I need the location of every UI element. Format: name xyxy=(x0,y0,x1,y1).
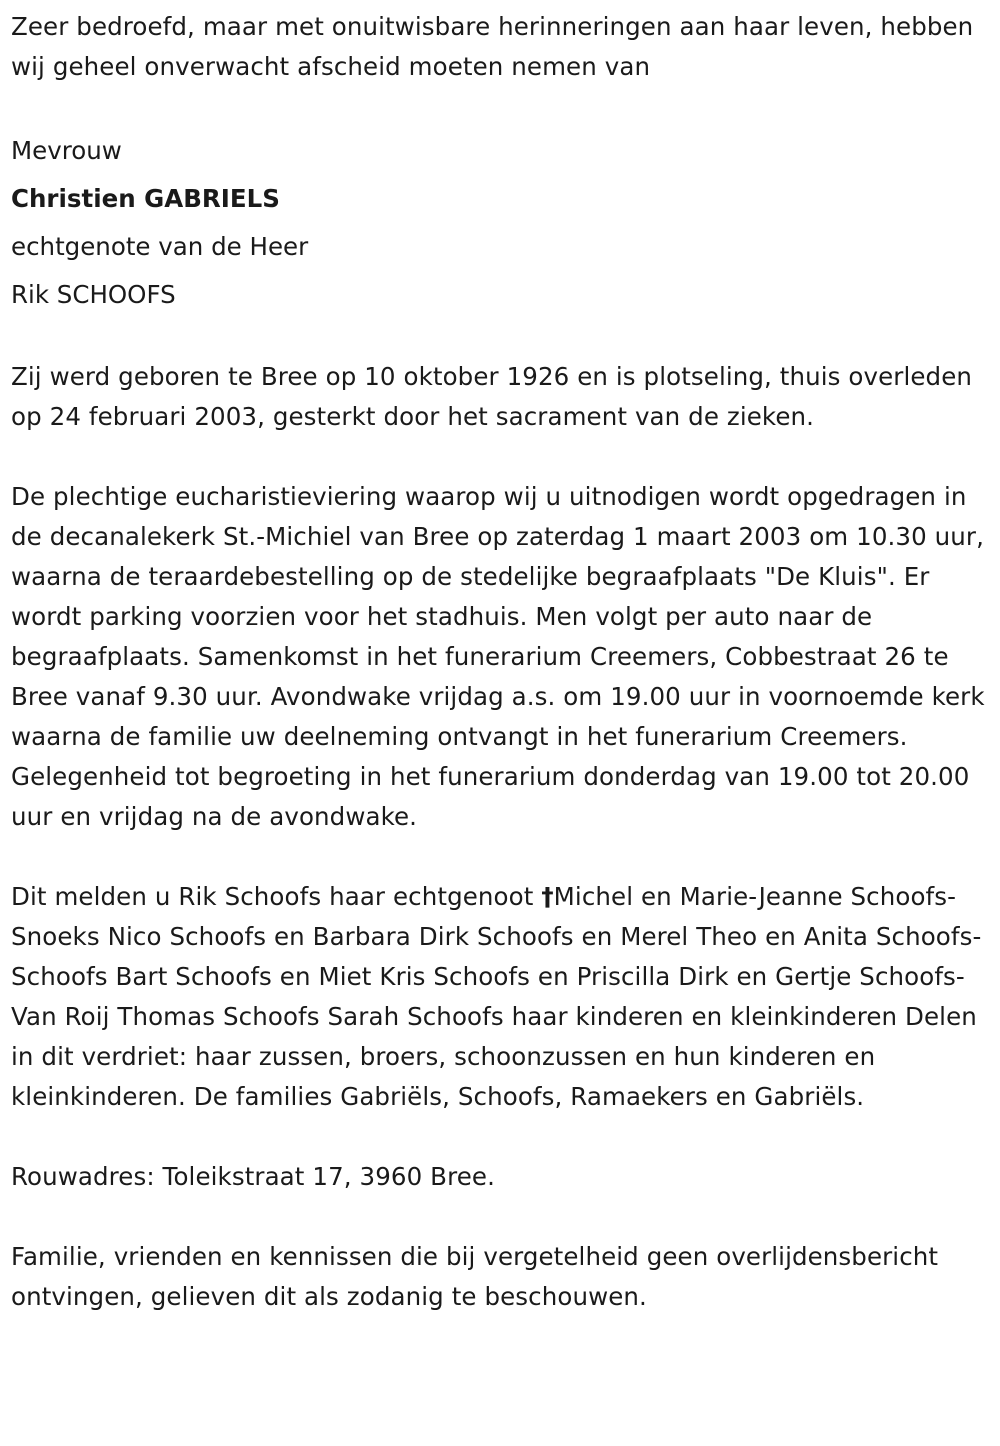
address-text: Rouwadres: Toleikstraat 17, 3960 Bree. xyxy=(11,1162,495,1191)
cross-icon: † xyxy=(541,882,554,911)
ceremony-text: De plechtige eucharistieviering waarop wij u uitnodigen wordt opgedragen in de decanalekerk St.-Michiel van Bree op zaterdag 1 maart 2003 om 10.30 uur, waarna de teraardebestelling op de stedelijke begraafplaats "De Kluis". Er wordt parking voorzien voor het stadhuis. Men volgt per auto naar de begraafplaats. Samenkomst in het funerarium Creemers, Cobbestraat 26 te Bree vanaf 9.30 uur. Avondwake vrijdag a.s. om 19.00 uur in voornoemde kerk waarna de familie uw deelneming ontvangt in het funerarium Creemers. Gelegenheid tot begroeting in het funerarium donderdag van 19.00 tot 20.00 uur en vrijdag na de avondwake. xyxy=(11,482,985,831)
spacer xyxy=(11,319,991,357)
announcement-text xyxy=(11,877,991,1117)
deceased-name: Christien GABRIELS xyxy=(11,184,280,213)
closing-text: Familie, vrienden en kennissen die bij vergetelheid geen overlijdensbericht ontvingen, gelieven dit als zodanig te beschouwen. xyxy=(11,1242,939,1311)
spacer xyxy=(11,1197,991,1237)
obituary-document xyxy=(11,7,991,1317)
spacer xyxy=(11,87,991,127)
deceased-relation: echtgenote van de Heer xyxy=(11,232,309,261)
spacer xyxy=(11,837,991,877)
deceased-title: Mevrouw xyxy=(11,136,122,165)
spacer xyxy=(11,437,991,477)
intro-text: Zeer bedroefd, maar met onuitwisbare herinneringen aan haar leven, hebben wij geheel onverwacht afscheid moeten nemen van xyxy=(11,12,974,81)
birth-death-text: Zij werd geboren te Bree op 10 oktober 1926 en is plotseling, thuis overleden op 24 februari 2003, gesterkt door het sacrament van de zieken. xyxy=(11,362,972,431)
spacer xyxy=(11,1117,991,1157)
announcement-rest: Michel en Marie-Jeanne Schoofs-Snoeks Nico Schoofs en Barbara Dirk Schoofs en Merel Theo en Anita Schoofs-Schoofs Bart Schoofs en Miet Kris Schoofs en Priscilla Dirk en Gertje Schoofs-Van Roij Thomas Schoofs Sarah Schoofs haar kinderen en kleinkinderen Delen in dit verdriet: haar zussen, broers, schoonzussen en hun kinderen en kleinkinderen. De families Gabriëls, Schoofs, Ramaekers en Gabriëls. xyxy=(11,882,982,1111)
announcement-start: Dit melden u Rik Schoofs haar echtgenoot xyxy=(11,882,542,911)
spouse-name: Rik SCHOOFS xyxy=(11,280,176,309)
